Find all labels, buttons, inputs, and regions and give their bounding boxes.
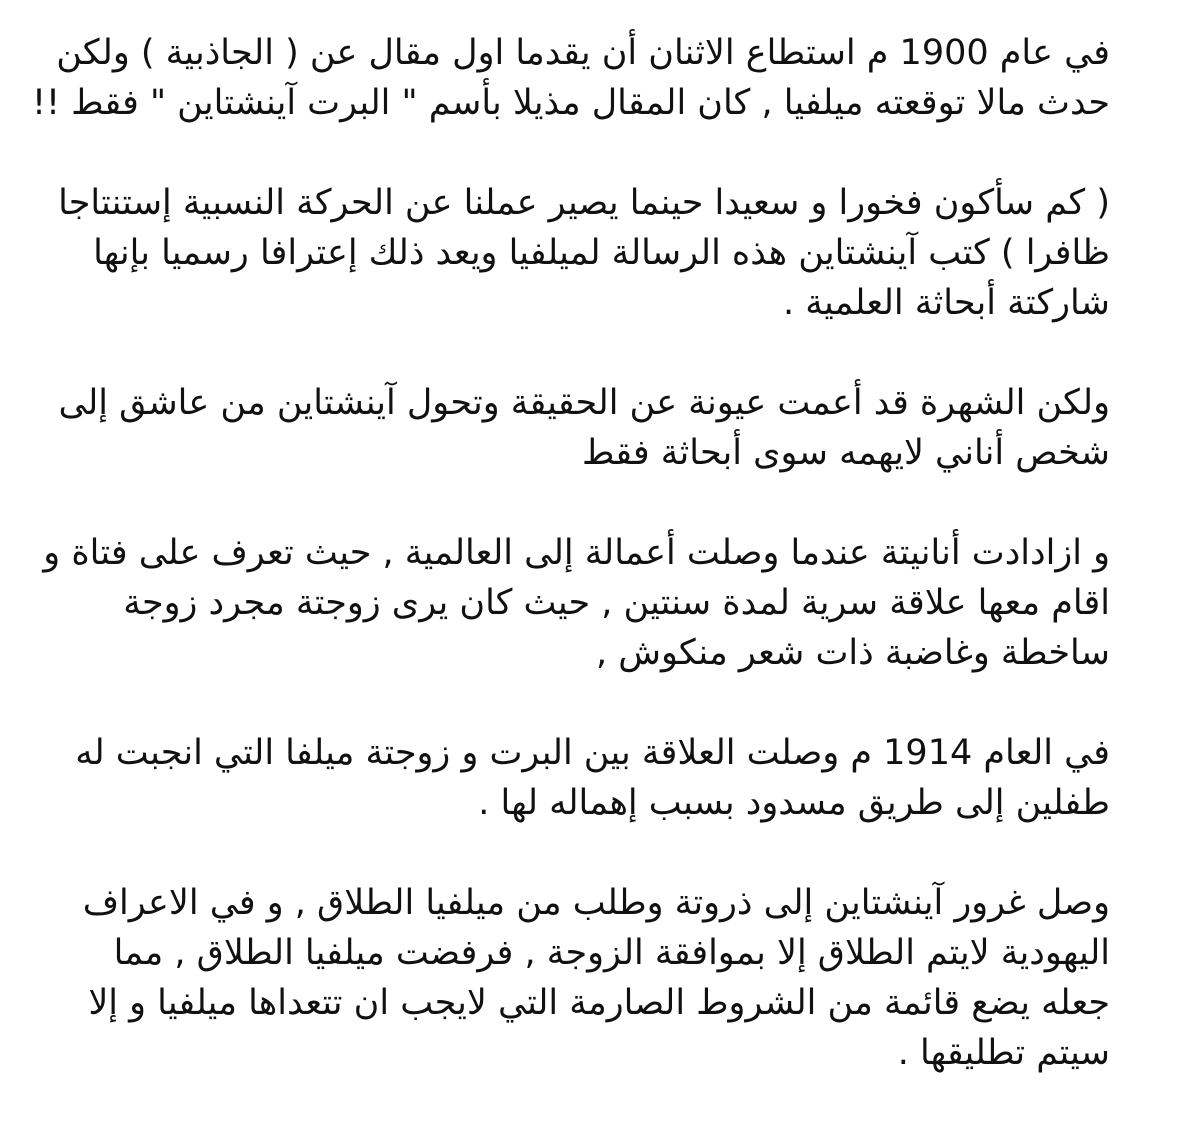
paragraph-line: شخص أناني لايهمه سوى أبحاثة فقط	[582, 433, 1110, 473]
paragraph-line: في عام 1900 م استطاع الاثنان أن يقدما اول مقال عن ( الجاذبية ) ولكن	[56, 33, 1110, 73]
paragraph-6	[30, 878, 1110, 1078]
paragraph-line: ولكن الشهرة قد أعمت عيونة عن الحقيقة وتحول آينشتاين من عاشق إلى	[58, 383, 1110, 423]
paragraph-3	[30, 378, 1110, 478]
paragraph-line: حدث مالا توقعته ميلفيا , كان المقال مذيلا بأسم " البرت آينشتاين " فقط !!	[31, 83, 1110, 123]
paragraph-line: ( كم سأكون فخورا و سعيدا حينما يصير عملنا عن الحركة النسبية إستنتاجا	[58, 183, 1110, 223]
paragraph-line: طفلين إلى طريق مسدود بسبب إهماله لها .	[478, 783, 1110, 823]
paragraph-2	[30, 178, 1110, 328]
paragraph-line: اقام معها علاقة سرية لمدة سنتين , حيث كان يرى زوجتة مجرد زوجة	[123, 583, 1110, 623]
paragraph-line: وصل غرور آينشتاين إلى ذروتة وطلب من ميلفيا الطلاق , و في الاعراف	[82, 883, 1110, 923]
paragraph-5	[30, 728, 1110, 828]
paragraph-line: في العام 1914 م وصلت العلاقة بين البرت و زوجتة ميلفا التي انجبت له	[75, 733, 1110, 773]
paragraph-line: جعله يضع قائمة من الشروط الصارمة التي لايجب ان تتعداها ميلفيا و إلا	[88, 983, 1110, 1023]
paragraph-4	[30, 528, 1110, 678]
paragraph-line: اليهودية لايتم الطلاق إلا بموافقة الزوجة , فرفضت ميلفيا الطلاق , مما	[113, 933, 1110, 973]
paragraph-line: سيتم تطليقها .	[897, 1033, 1110, 1073]
paragraph-line: ساخطة وغاضبة ذات شعر منكوش ,	[596, 633, 1110, 673]
paragraph-line: شاركتة أبحاثة العلمية .	[782, 283, 1110, 323]
paragraph-1	[30, 28, 1110, 128]
paragraph-line: ظافرا ) كتب آينشتاين هذه الرسالة لميلفيا ويعد ذلك إعترافا رسميا بإنها	[93, 233, 1110, 273]
document-body	[30, 28, 1110, 1140]
paragraph-line: و ازادادت أنانيتة عندما وصلت أعمالة إلى العالمية , حيث تعرف على فتاة و	[43, 533, 1110, 573]
